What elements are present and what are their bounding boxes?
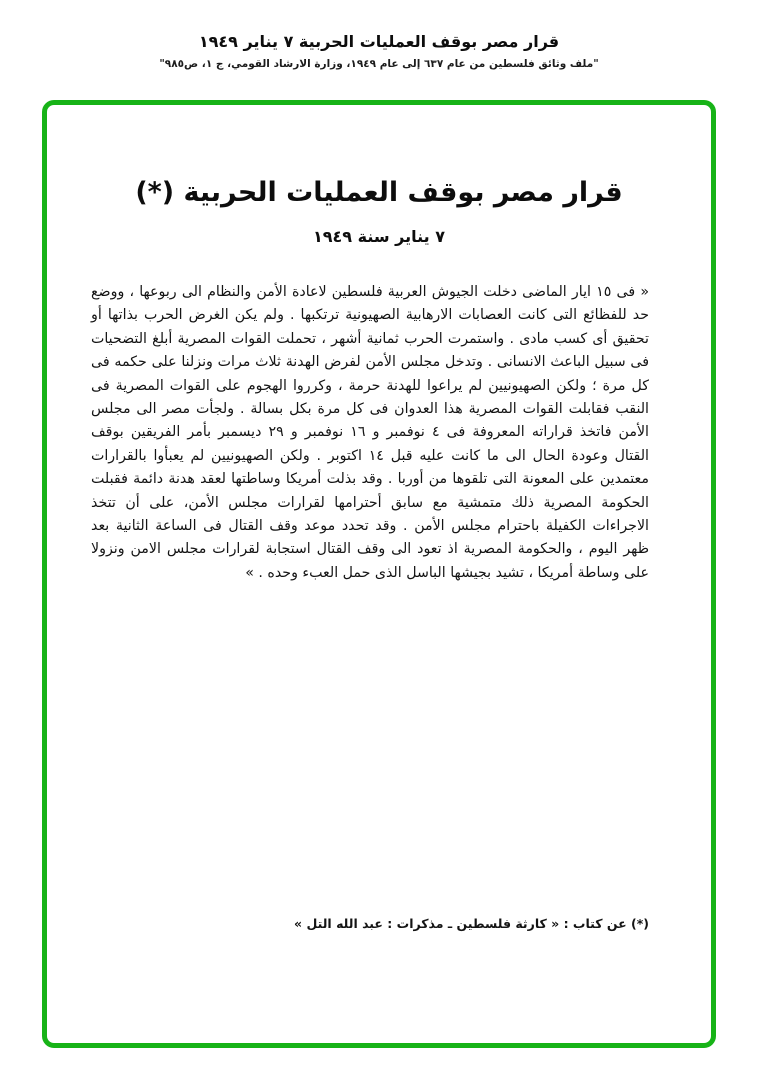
page-header-source-citation: "ملف وثائق فلسطين من عام ٦٣٧ إلى عام ١٩٤٩، وزارة الارشاد القومي، ج ١، ص٩٨٥": [159, 58, 599, 70]
document-footnote: (*) عن كتاب : « كارثة فلسطين ـ مذكرات : عبد الله التل »: [294, 916, 649, 931]
document-frame: [42, 100, 716, 1048]
document-title: قرار مصر بوقف العمليات الحربية (*): [135, 177, 623, 208]
document-date: ٧ يناير سنة ١٩٤٩: [312, 227, 445, 246]
page-header: [0, 32, 758, 70]
document-body-paragraph: « فى ١٥ ايار الماضى دخلت الجيوش العربية فلسطين لاعادة الأمن والنظام الى ربوعها ، ووضع حد للفظائع التى كانت العصابات الارهابية الصهيونية ترتكبها . ولم يكن الغرض الحرب بذاتها أو تحقيق أى كسب مادى . واستمرت الحرب ثمانية أشهر ، تحملت القوات المصرية أبلغ التضحيات فى سبيل الباعث الانسانى . وتدخل مجلس الأمن لفرض الهدنة ثلاث مرات ونزلنا على حكمه فى كل مرة ؛ ولكن الصهيونيين لم يراعوا للهدنة حرمة ، وكرروا الهجوم على القوات المصرية فى النقب فقابلت القوات المصرية هذا العدوان فى كل مرة بكل بسالة . ولجأت مصر الى مجلس الأمن فاتخذ قراراته المعروفة فى ٤ نوفمبر و ١٦ نوفمبر و ٢٩ ديسمبر بأمر الفريقين بوقف القتال وعودة الحال الى ما كانت عليه قبل ١٤ اكتوبر . ولكن الصهيونيين لم يعبأوا بالقرارات معتمدين على المعونة التى تلقوها من أوربا . وقد بذلت أمريكا وساطتها لعقد هدنة دائمة فقبلت الحكومة المصرية ذلك متمشية مع سابق أحترامها لقرارات مجلس الأمن، على أن تتخذ الاجراءات الكفيلة باحترام مجلس الأمن . وقد تحدد موعد وقف القتال فى الساعة الثانية بعد ظهر اليوم ، والحكومة المصرية اذ تعود الى وقف القتال استجابة لقرارات مجلس الامن ونزولا على وساطة أمريكا ، تشيد بجيشها الباسل الذى حمل العبء وحده . »: [91, 284, 649, 581]
page-header-title: قرار مصر بوقف العمليات الحربية ٧ يناير ١٩٤٩: [198, 32, 560, 51]
